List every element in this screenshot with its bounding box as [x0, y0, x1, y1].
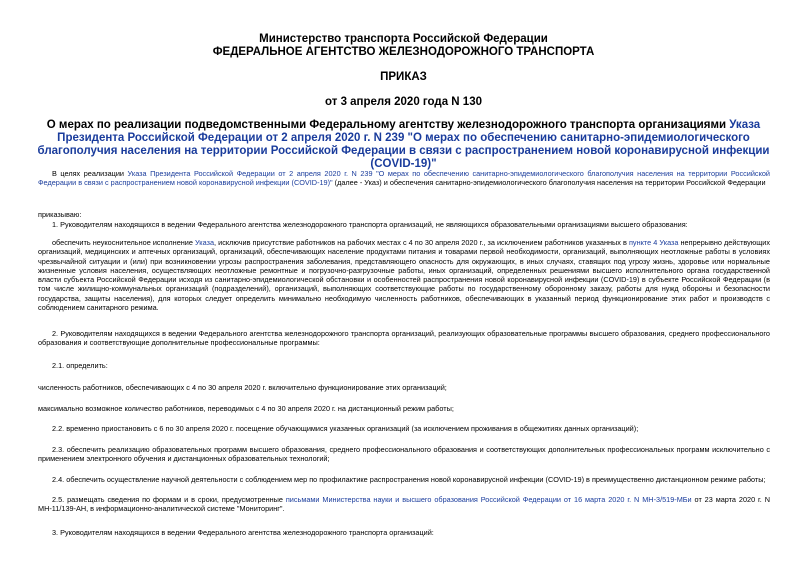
- agency-name: ФЕДЕРАЛЬНОЕ АГЕНТСТВО ЖЕЛЕЗНОДОРОЖНОГО ТРАНСПОРТА: [212, 46, 595, 58]
- title-decree-link[interactable]: Указа Президента Российской Федерации от 2 апреля 2020 г. N 239 "О мерах по обеспечению санитарно-эпидемиологического благополучия населения на территории Российской Федерации в связи с распространением новой коронавирусной инфекции (COVID-19)": [37, 119, 770, 170]
- decree-link[interactable]: Указа: [195, 238, 215, 247]
- p25-text-1: 2.5. размещать сведения по формам и в сроки, предусмотренные: [52, 495, 286, 504]
- paragraph-2-1-a: численность работников, обеспечивающих с 4 по 30 апреля 2020 г. включительно функционирование этих организаций;: [38, 383, 447, 392]
- paragraph-2-3: 2.3. обеспечить реализацию образовательных программ высшего образования, среднего профессионального образования и соответствующих дополнительных профессиональных программ исключительно с применением электронного обучения и дистанционных образовательных технологий;: [38, 445, 770, 464]
- paragraph-3: 3. Руководителям находящихся в ведении Федерального агентства железнодорожного транспорта организаций:: [52, 528, 434, 537]
- document-date: от 3 апреля 2020 года N 130: [325, 96, 482, 108]
- document-title: [30, 119, 777, 171]
- intro-suffix: (далее - Указ) и обеспечения санитарно-эпидемиологического благополучия населения на территории Российской Федерации: [332, 178, 766, 188]
- paragraph-2-2: 2.2. временно приостановить с 6 по 30 апреля 2020 г. посещение обучающимися указанных организаций (за исключением проживания в общежитиях данных организаций);: [52, 424, 639, 433]
- paragraph-2-1: 2.1. определить:: [52, 361, 108, 370]
- paragraph-2-1-b: максимально возможное количество работников, переводимых с 4 по 30 апреля 2020 г. на дистанционный режим работы;: [38, 404, 454, 413]
- paragraph-2-5: [38, 495, 770, 514]
- ministry-name: Министерство транспорта Российской Федерации: [259, 33, 548, 45]
- title-text: О мерах по реализации подведомственными Федеральному агентству железнодорожного транспорта организациями: [46, 119, 730, 131]
- paragraph-1: 1. Руководителям находящихся в ведении Федерального агентства железнодорожного транспорта организаций, не являющихся образовательными организациями высшего образования:: [52, 220, 688, 229]
- paragraph-2-4: 2.4. обеспечить осуществление научной деятельности с соблюдением мер по профилактике распространения новой коронавирусной инфекции (COVID-19) в преимущественно дистанционном режиме работы;: [52, 475, 766, 484]
- paragraph-1-a: [38, 238, 770, 312]
- p25-text-2: от 23 марта 2020 г. N МН-11/139-АН, в информационно-аналитической системе "Мониторинг".: [38, 495, 770, 514]
- p1a-text-3: непрерывно действующих организаций, медицинских и аптечных организаций, организаций, обеспечивающих население продуктами питания и товарами первой необходимости, организаций, выполняющих неотложные работы в условиях чрезвычайной ситуации и (или) при возникновении угрозы распространения заболевания, представляющего опасность для окружающих, в иных случаях, ставящих под угрозу жизнь, здоровье или нормальные жизненные условия населения, осуществляющих неотложные ремонтные и погрузочно-разгрузочные работы, иных организаций, определенных решениями высшего исполнительного органа государственной власти субъекта Российской Федерации исходя из санитарно-эпидемиологической обстановки и особенностей распространения новой коронавирусной инфекции (COVID-19) в субъекте Российской Федерации (в том числе жилищно-коммунальных организаций (подразделений), организаций, выполняющих соответствующие работы по государственному оборонному заказу, работы для нужд обороны и безопасности государства, защиты населения), для которых следует определить минимально необходимую численность работников, обеспечивающих в указанный период функционирование этих работ и производств с соблюдением санитарного режима.: [38, 238, 770, 313]
- decree-point-4-link[interactable]: пункте 4 Указа: [628, 238, 679, 247]
- intro-decree-link[interactable]: Указа Президента Российской Федерации от 2 апреля 2020 г. N 239 "О мерах по обеспечению санитарно-эпидемиологического благополучия населения на территории Российской Федерации в связи с распространением новой коронавирусной инфекции (COVID-19)": [38, 169, 770, 188]
- p1a-text-2: , исключив присутствие работников на рабочих местах с 4 по 30 апреля 2020 г., за исключением работников указанных в: [214, 238, 629, 247]
- intro-paragraph: [38, 169, 770, 188]
- p1a-text-1: обеспечить неукоснительное исполнение: [52, 238, 195, 247]
- paragraph-2: 2. Руководителям находящихся в ведении Федерального агентства железнодорожного транспорта организаций, реализующих образовательные программы высшего образования, среднего профессионального образования и соответствующие дополнительные профессиональные программы:: [38, 329, 770, 348]
- document-type: ПРИКАЗ: [380, 71, 427, 83]
- prikazyvayu-text: приказываю:: [38, 210, 82, 219]
- ministry-letters-link[interactable]: письмами Министерства науки и высшего образования Российской Федерации от 16 марта 2020 г. N МН-3/519-МБи: [285, 495, 692, 504]
- intro-prefix: В целях реализации: [52, 169, 128, 178]
